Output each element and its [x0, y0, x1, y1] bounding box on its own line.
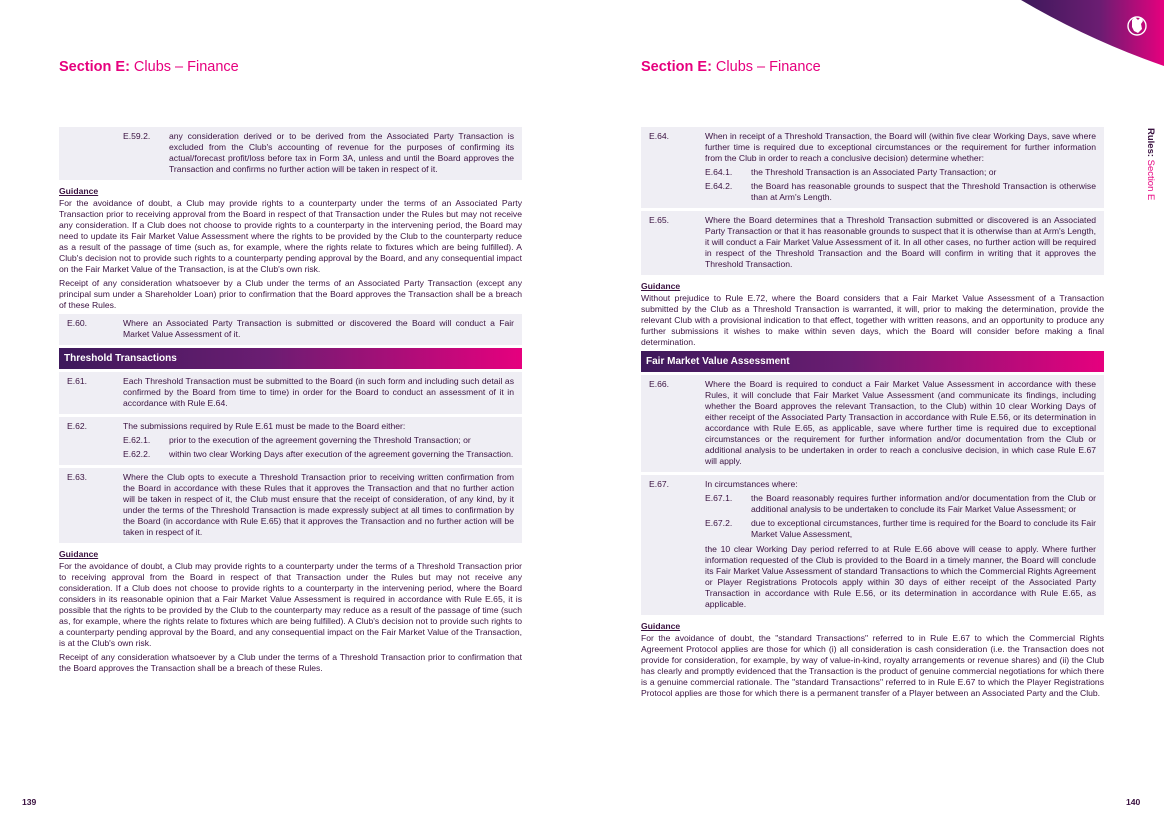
rule-number: E.67.	[649, 479, 670, 489]
sub-rule-text: prior to the execution of the agreement governing the Threshold Transaction; or	[169, 435, 471, 445]
page-number: 139	[22, 797, 37, 807]
rule-text: Where an Associated Party Transaction is submitted or discovered the Board will conduct a Fair Market Value Assessment of it.	[123, 318, 514, 339]
guidance-heading: Guidance	[641, 621, 681, 631]
rule-number: E.63.	[67, 472, 88, 482]
page-number: 140	[1126, 797, 1141, 807]
rule-text: When in receipt of a Threshold Transaction, the Board will (within five clear Working Days, save where further time is required due to exceptional circumstances or the requirement for further information from the Club in order to reach a conclusive decision) determine whether:	[705, 131, 1096, 163]
rule-e67-2	[705, 518, 1096, 540]
sub-rule-number: E.62.2.	[123, 449, 151, 459]
rule-number: E.66.	[649, 379, 670, 389]
rule-number: E.62.	[67, 421, 88, 431]
rule-e64-1	[705, 167, 1096, 178]
guidance-heading: Guidance	[59, 186, 99, 196]
sub-rule-number: E.64.1.	[705, 167, 733, 177]
rule-number: E.61.	[67, 376, 88, 386]
side-tab	[1145, 128, 1156, 200]
rule-text: Where the Board determines that a Threshold Transaction submitted or discovered is an Associated Party Transaction or that it has reasonable grounds to suspect that it is otherwise than at Arm's Length, it will conduct a Fair Market Value Assessment of it. In all other cases, no further action will be required in respect of the Threshold Transaction and the Board will confirm in writing that it approves the Threshold Transaction.	[705, 215, 1096, 269]
rule-e59-2	[123, 131, 514, 175]
rule-number: E.64.	[649, 131, 670, 141]
guidance-heading: Guidance	[59, 549, 99, 559]
right-content	[641, 127, 1104, 702]
rule-e63-box	[59, 468, 522, 543]
rule-e62-box	[59, 417, 522, 465]
rule-e60	[67, 318, 514, 340]
rule-text: In circumstances where:	[705, 479, 798, 489]
guidance-paragraph: Receipt of any consideration whatsoever by a Club under the terms of an Associated Party Transaction (except any principal sum under a Shareholder Loan) prior to confirmation that the Board approves the Transaction shall be a breach of these Rules.	[59, 278, 522, 310]
rule-e62-1	[123, 435, 514, 446]
sub-rule-number: E.62.1.	[123, 435, 151, 445]
sub-rule-number: E.64.2.	[705, 181, 733, 191]
rule-e67-box	[641, 475, 1104, 615]
section-title-rest: Clubs – Finance	[129, 59, 239, 75]
rule-text: The submissions required by Rule E.61 must be made to the Board either:	[123, 421, 406, 431]
rule-e61-box	[59, 372, 522, 414]
rule-e62	[67, 421, 514, 432]
side-tab-bold: Rules:	[1145, 128, 1156, 158]
rule-text: Where the Club opts to execute a Threshold Transaction prior to receiving written confirmation from the Board in accordance with these Rules that it approves the Transaction and that no further action will be taken in respect of it, the Club must ensure that the receipt of consideration, of any kind, by it under the terms of the Threshold Transaction is made expressly subject at all times to confirmation by the Board (in accordance with Rule E.65) that it approves the Transaction and no further action will be taken in respect of it.	[123, 472, 514, 537]
right-page	[582, 0, 1164, 825]
rule-e67-1	[705, 493, 1096, 515]
guidance-heading: Guidance	[641, 281, 681, 291]
rule-e59-2-box	[59, 127, 522, 180]
corner-decoration	[999, 0, 1164, 70]
left-section-title	[59, 59, 239, 75]
sub-rule-text: due to exceptional circumstances, further time is required for the Board to conclude its Fair Market Value Assessment,	[751, 518, 1096, 539]
sub-rule-number: E.67.1.	[705, 493, 733, 503]
rule-e64-box	[641, 127, 1104, 208]
rule-e64	[649, 131, 1096, 164]
right-section-title	[641, 59, 821, 75]
rule-e65	[649, 215, 1096, 270]
sub-rule-text: the Board reasonably requires further information and/or documentation from the Club or additional analysis to be undertaken to conclude its Fair Market Value Assessment; or	[751, 493, 1096, 514]
section-title-bold: Section E:	[59, 59, 130, 75]
rule-e64-2	[705, 181, 1096, 203]
sub-rule-text: within two clear Working Days after execution of the agreement governing the Transaction.	[169, 449, 514, 459]
section-title-rest: Clubs – Finance	[711, 59, 821, 75]
rule-text: Each Threshold Transaction must be submitted to the Board (in such form and including such detail as confirmed by the Board from time to time) in order for the Board to conduct an assessment of it in accordance with Rule E.64.	[123, 376, 514, 408]
sub-rule-text: the Board has reasonable grounds to suspect that the Threshold Transaction is otherwise than at Arm's Length.	[751, 181, 1096, 202]
guidance-paragraph: For the avoidance of doubt, a Club may provide rights to a counterparty under the terms of an Associated Party Transaction prior to receiving approval from the Board in respect of that Transaction under the Rules but may not receive any consideration. If a Club does not choose to provide rights to a counterparty in the intervening period, the Board may need to update its Fair Market Value Assessment where the rights to be provided by the Club to the counterparty reduce as a result of the passage of time (such as, for example, where the rights relate to fixtures which are being fulfilled). A Club's decision not to provide such rights to a counterparty pending approval by the Board, and any consequential impact on the Fair Market Value of the Transaction, is at the Club's own risk.	[59, 198, 522, 274]
rule-e66	[649, 379, 1096, 467]
rule-text: Where the Board is required to conduct a Fair Market Value Assessment in accordance with these Rules, it will conclude that Fair Market Value Assessment (and communicate its findings, including whether the Board approves the relevant Transaction, to the Club) within 10 clear Working Days of either receipt of the Associated Party Transaction in accordance with Rule E.56, or its determination in accordance with Rule E.65, as applicable, save where further time is required due to exceptional circumstances or the requirement for further information and/or documentation from the Club or additional analysis to be undertaken in order to reach a conclusive decision, in which case Rule E.67 will apply.	[705, 379, 1096, 466]
fair-market-value-heading: Fair Market Value Assessment	[641, 351, 1104, 372]
rule-e63	[67, 472, 514, 538]
sub-rule-number: E.67.2.	[705, 518, 733, 528]
rule-e67-tail: the 10 clear Working Day period referred to at Rule E.66 above will cease to apply. Where further information requested of the Club is provided to the Board in a timely manner, the Board will conclude its Fair Market Value Assessment of standard Transactions to which the Commercial Rights Agreement or Player Registrations Protocols apply within 30 days of either receipt of the Associated Party Transaction in accordance with Rule E.56, or its determination in accordance with Rule E.65, as applicable.	[705, 544, 1096, 609]
rule-number: E.60.	[67, 318, 88, 328]
sub-rule-text: the Threshold Transaction is an Associated Party Transaction; or	[751, 167, 997, 177]
side-tab-rest: Section E	[1145, 157, 1156, 201]
rule-number: E.65.	[649, 215, 670, 225]
guidance-paragraph: For the avoidance of doubt, the "standard Transactions" referred to in Rule E.67 to which the Commercial Rights Agreement Protocol applies are those for which (i) all consideration is cash consideration (i.e. the Transaction does not provide for consideration, for example, by way of value-in-kind, royalty arrangements or revenue shares) and (ii) the Club has clearly and promptly evidenced that the Transaction is the product of genuine commercial negotiations for which there is a genuine commercial rationale. The "standard Transactions" referred to in Rule E.67 to which the Player Registrations Protocol applies are those for which there is a permanent transfer of a Player between an Associated Party and the Club.	[641, 633, 1104, 698]
rule-e67	[649, 479, 1096, 490]
rule-e62-2	[123, 449, 514, 460]
guidance-paragraph: Receipt of any consideration whatsoever by a Club under the terms of a Threshold Transaction prior to confirmation that the Board approves the Transaction shall be a breach of these Rules.	[59, 652, 522, 673]
rule-e66-box	[641, 375, 1104, 472]
rule-number: E.59.2.	[123, 131, 151, 141]
guidance-paragraph: For the avoidance of doubt, a Club may provide rights to a counterparty under the terms of a Threshold Transaction prior to receiving approval from the Board in respect of that Transaction under the Rules but may not receive any consideration. If a Club does not choose to provide rights to a counterparty in the intervening period, where the Board considers in its reasonable opinion that a Fair Market Value Assessment is required in accordance with Rule E.65, it is possible that the rights to be provided by the Club to the counterparty may reduce as a result of the passage of time (such as, for example, where the rights relate to fixtures which are being fulfilled). A Club's decision not to provide such rights to a counterparty pending approval by the Board, and any consequential impact on the Fair Market Value of the Transaction, is at the Club's own risk.	[59, 561, 522, 648]
rule-text: any consideration derived or to be derived from the Associated Party Transaction is excluded from the Club's accounting of revenue for the purposes of confirming its actual/forecast profit/loss before tax in Form 3A, unless and until the Board approves the Transaction and confirms no further action will be taken in respect of it.	[169, 131, 514, 174]
threshold-transactions-heading: Threshold Transactions	[59, 348, 522, 369]
left-content	[59, 127, 522, 677]
section-title-bold: Section E:	[641, 59, 712, 75]
rule-e65-box	[641, 211, 1104, 275]
guidance-paragraph: Without prejudice to Rule E.72, where the Board considers that a Fair Market Value Assessment of a Transaction submitted by the Club as a Threshold Transaction is warranted, it will, prior to making the determination, provide the relevant Club with a provisional indication to that effect, together with written reasons, and an opportunity to produce any further submissions it wishes to make within seven days, which the Board will consider before making a final determination.	[641, 293, 1104, 347]
rule-e60-box	[59, 314, 522, 345]
rule-e61	[67, 376, 514, 409]
